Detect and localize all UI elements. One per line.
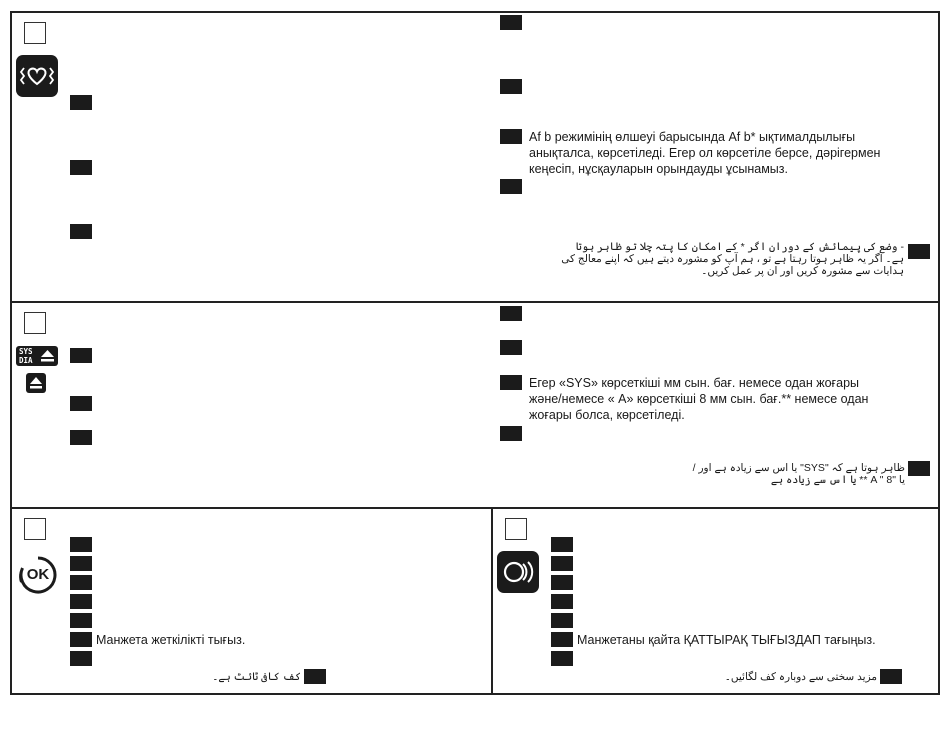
eject-icon <box>40 349 55 363</box>
afib-kk-line-2: анықталса, көрсетіледі. Егер ол көрсетіле берсе, дәрігермен <box>529 146 881 160</box>
afib-ur-line-1: - وضع کی پیمائش کے دوران اگر * کے امکان کا پتہ چلا تو ظاہر ہوتا <box>575 241 904 253</box>
redacted-block <box>500 129 522 144</box>
redacted-block <box>70 613 92 628</box>
redacted-block <box>70 632 92 647</box>
redacted-block <box>500 15 522 30</box>
sys-ur-line-2: یا "A " 8 ** یا اس سے زیادہ ہے <box>770 474 905 486</box>
sys-kk-line-3: жоғары болса, көрсетіледі. <box>529 408 685 422</box>
redacted-block <box>551 537 573 552</box>
redacted-block <box>551 632 573 647</box>
redacted-block <box>880 669 902 684</box>
redacted-block <box>70 575 92 590</box>
redacted-block <box>70 651 92 666</box>
afib-kk-line-3: кеңесіп, нұсқауларын орындауды ұсынамыз. <box>529 162 788 176</box>
cuff-retighten-icon <box>497 551 539 593</box>
redacted-block <box>551 613 573 628</box>
cuff-ok-description-ur: کف کافی ٹائٹ ہے۔ <box>212 671 301 683</box>
row-divider-1 <box>10 301 940 303</box>
redacted-block <box>551 594 573 609</box>
redacted-block <box>551 575 573 590</box>
row-divider-2 <box>10 507 940 509</box>
redacted-block <box>908 244 930 259</box>
checkbox-cuff-retighten[interactable] <box>505 518 527 540</box>
afib-description-ur <box>520 241 904 277</box>
redacted-block <box>70 95 92 110</box>
sys-label: SYS <box>19 347 33 356</box>
sys-dia-warning-icon <box>16 346 58 366</box>
redacted-block <box>70 396 92 411</box>
checkbox-sys[interactable] <box>24 312 46 334</box>
ok-label: OK <box>26 566 50 583</box>
table-frame <box>10 11 940 695</box>
redacted-block <box>70 348 92 363</box>
afib-heart-icon <box>16 55 58 97</box>
redacted-block <box>908 461 930 476</box>
redacted-block <box>500 79 522 94</box>
redacted-block <box>70 594 92 609</box>
redacted-block <box>500 340 522 355</box>
cuff-ok-icon <box>18 555 58 595</box>
redacted-block <box>500 179 522 194</box>
cuff-retighten-description-ur: مزید سختی سے دوبارہ کف لگائیں۔ <box>724 671 877 683</box>
redacted-block <box>70 160 92 175</box>
afib-description-kk <box>529 129 929 177</box>
redacted-block <box>70 537 92 552</box>
column-divider <box>491 507 493 695</box>
redacted-block <box>551 556 573 571</box>
eject-warning-icon <box>26 373 46 393</box>
sys-ur-line-1: ظاہر ہوتا ہے کہ "SYS" یا اس سے زیادہ ہے اور / <box>692 462 905 474</box>
redacted-block <box>500 426 522 441</box>
afib-ur-line-3: ہدایات سے مشورہ کریں اور ان پر عمل کریں۔ <box>701 265 904 277</box>
redacted-block <box>70 430 92 445</box>
checkbox-cuff-ok[interactable] <box>24 518 46 540</box>
sys-kk-line-2: және/немесе « A» көрсеткіші 8 мм сын. бағ.** немесе одан <box>529 392 869 406</box>
sys-description-ur <box>560 462 905 486</box>
redacted-block <box>500 306 522 321</box>
afib-ur-line-2: ہے۔ اگر یہ ظاہر ہوتا رہتا ہے تو ، ہم آپ کو مشورہ دیتے ہیں کہ اپنے معالج کی <box>561 253 904 265</box>
cuff-ok-description-kk: Манжета жеткілікті тығыз. <box>96 633 246 647</box>
redacted-block <box>551 651 573 666</box>
redacted-block <box>70 224 92 239</box>
redacted-block <box>70 556 92 571</box>
afib-kk-line-1: Af b режимінің өлшеуі барысында Af b* ықтималдылығы <box>529 130 856 144</box>
dia-label: DIA <box>19 356 33 365</box>
checkbox-afib[interactable] <box>24 22 46 44</box>
redacted-block <box>304 669 326 684</box>
sys-description-kk <box>529 375 929 423</box>
cuff-retighten-description-kk: Манжетаны қайта ҚАТТЫРАҚ ТЫҒЫЗДАП тағыңыз. <box>577 633 876 647</box>
sys-kk-line-1: Егер «SYS» көрсеткіші мм сын. бағ. немесе одан жоғары <box>529 376 860 390</box>
redacted-block <box>500 375 522 390</box>
